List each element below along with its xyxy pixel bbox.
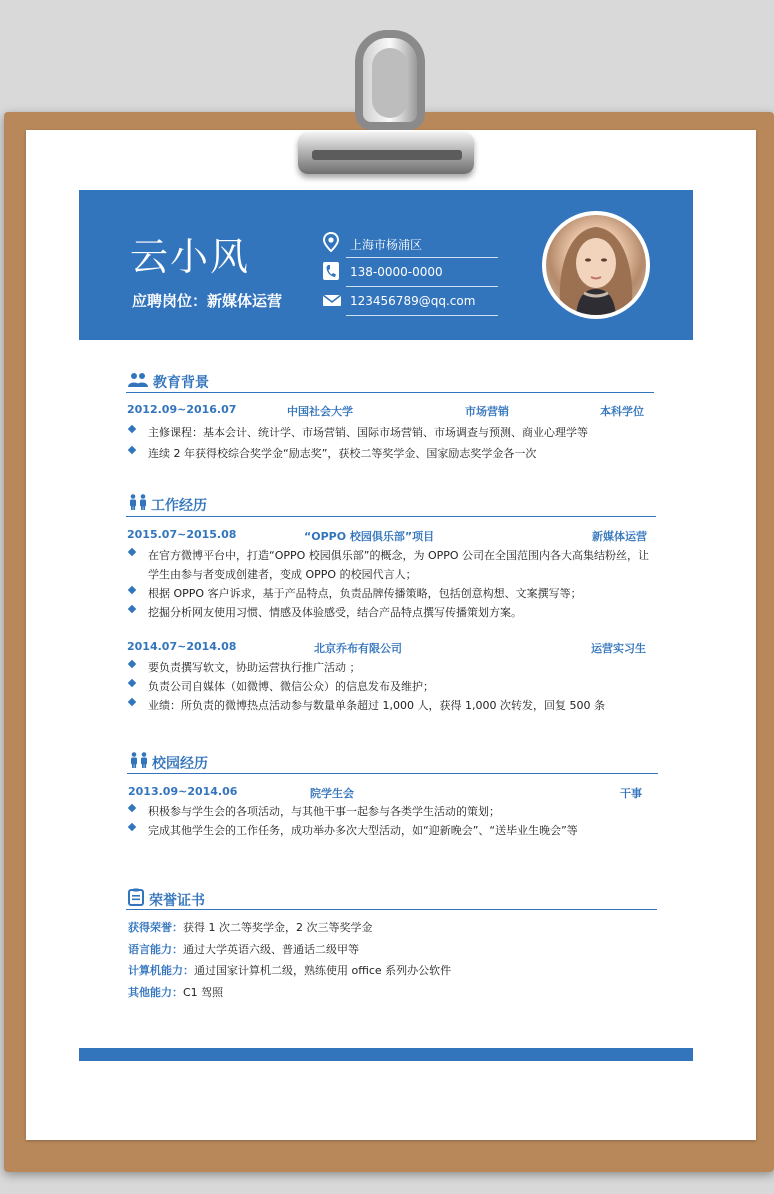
phone-text: 138-0000-0000: [350, 265, 443, 279]
honor-item: 语言能力：通过大学英语六级、普通话二级甲等: [128, 943, 359, 956]
divider: [346, 257, 498, 258]
binder-clip-ring-inner: [372, 48, 408, 118]
job-target: 应聘岗位：新媒体运营: [132, 292, 283, 310]
campus-date: 2013.09~2014.06: [128, 785, 238, 798]
candidate-name: 云小风: [130, 235, 251, 279]
binder-clip-edge: [312, 150, 462, 160]
work-org: 北京乔布有限公司: [314, 642, 402, 655]
work-role: 运营实习生: [591, 642, 646, 655]
avatar: [546, 215, 646, 315]
section-title-education: 教育背景: [153, 375, 209, 391]
people-group-icon: [128, 372, 148, 388]
divider: [126, 516, 656, 517]
section-title-honors: 荣誉证书: [149, 893, 205, 909]
edu-degree: 本科学位: [600, 405, 644, 418]
certificate-icon: [128, 888, 144, 906]
list-item: 挖掘分析网友使用习惯、情感及体验感受，结合产品特点撰写传播策划方案。: [148, 604, 522, 620]
list-item: 连续 2 年获得校综合奖学金“励志奖”，获校二等奖学金、国家励志奖学金各一次: [148, 445, 536, 461]
divider: [346, 286, 498, 287]
email-text: 123456789@qq.com: [350, 294, 476, 308]
address-text: 上海市杨浦区: [350, 238, 423, 252]
people-pair-icon: [128, 494, 148, 510]
section-title-work: 工作经历: [151, 498, 207, 514]
edu-major: 市场营销: [465, 405, 509, 418]
list-item-continuation: 学生由参与者变成创建者，变成 OPPO 的校园代言人；: [148, 568, 417, 581]
divider: [126, 909, 657, 910]
list-item: 要负责撰写软文，协助运营执行推广活动 ；: [148, 659, 361, 675]
work-date: 2015.07~2015.08: [127, 528, 237, 541]
contact-phone: [322, 261, 498, 287]
profile-photo: [542, 211, 650, 319]
divider: [346, 315, 498, 316]
campus-org: 院学生会: [310, 787, 354, 800]
list-item: 根据 OPPO 客户诉求，基于产品特点，负责品牌传播策略，包括创意构想、文案撰写等；: [148, 585, 582, 601]
work-org: “OPPO 校园俱乐部”项目: [304, 530, 435, 543]
list-item: 在官方微博平台中，打造“OPPO 校园俱乐部”的概念，为 OPPO 公司在全国范围内各大高集结粉丝，让: [148, 547, 649, 563]
contact-address: [322, 232, 498, 258]
list-item: 积极参与学生会的各项活动，与其他干事一起参与各类学生活动的策划；: [148, 803, 500, 819]
location-pin-icon: [322, 232, 340, 252]
footer-bar: [79, 1048, 693, 1061]
contact-email: [322, 290, 498, 316]
section-title-campus: 校园经历: [152, 756, 208, 772]
edu-date: 2012.09~2016.07: [127, 403, 237, 416]
work-role: 新媒体运营: [592, 530, 647, 543]
people-pair-icon: [129, 752, 149, 768]
work-date: 2014.07~2014.08: [127, 640, 237, 653]
campus-role: 干事: [620, 787, 642, 800]
mail-icon: [322, 290, 342, 310]
edu-school: 中国社会大学: [287, 405, 353, 418]
portrait-illustration: [546, 215, 646, 315]
divider: [127, 773, 658, 774]
list-item: 负责公司自媒体（如微博、微信公众）的信息发布及维护；: [148, 678, 434, 694]
list-item: 业绩：所负责的微博热点活动参与数量单条超过 1,000 人，获得 1,000 次转发，回复 500 条: [148, 697, 605, 713]
list-item: 主修课程：基本会计、统计学、市场营销、国际市场营销、市场调查与预测、商业心理学等: [148, 424, 588, 440]
honor-item: 其他能力：C1 驾照: [128, 986, 224, 999]
honor-item: 计算机能力：通过国家计算机二级，熟练使用 office 系列办公软件: [128, 964, 452, 977]
divider: [126, 392, 654, 393]
list-item: 完成其他学生会的工作任务，成功举办多次大型活动，如“迎新晚会”、“送毕业生晚会”等: [148, 822, 578, 838]
phone-icon: [322, 261, 340, 281]
honor-item: 获得荣誉：获得 1 次二等奖学金，2 次三等奖学金: [128, 921, 373, 934]
